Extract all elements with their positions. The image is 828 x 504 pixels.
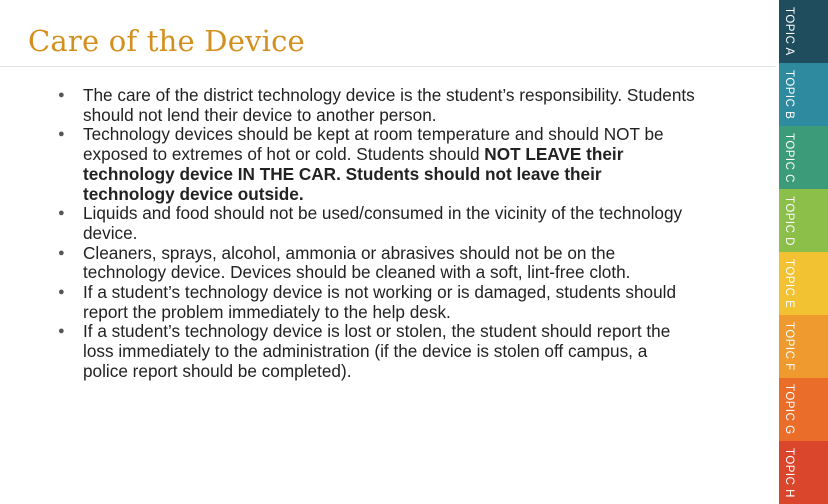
tab-topic-a[interactable] bbox=[779, 0, 828, 63]
list-item-text: Technology devices should be kept at room temperature and should NOT be exposed to extremes of hot or cold. Students should bbox=[83, 124, 664, 165]
tab-label: TOPIC D bbox=[783, 195, 795, 246]
tab-label: TOPIC B bbox=[783, 69, 795, 120]
title-divider bbox=[0, 66, 776, 67]
list-item-text: The care of the district technology device is the student’s responsibility. Students should not lend their device to another person. bbox=[83, 85, 695, 125]
list-item bbox=[56, 86, 696, 125]
list-item-text: Liquids and food should not be used/consumed in the vicinity of the technology device. bbox=[83, 203, 683, 243]
tab-label: TOPIC H bbox=[783, 447, 795, 498]
list-item bbox=[56, 125, 696, 204]
list-item bbox=[56, 322, 696, 381]
tab-label: TOPIC G bbox=[783, 384, 795, 435]
tab-topic-d[interactable] bbox=[779, 189, 828, 252]
tab-topic-f[interactable] bbox=[779, 315, 828, 378]
list-item-text: Cleaners, sprays, alcohol, ammonia or abrasives should not be on the technology device. Devices should be cleaned with a soft, lint-free cloth. bbox=[83, 242, 631, 283]
tab-label: TOPIC F bbox=[783, 322, 795, 371]
list-item-emphasis: NOT LEAVE their technology device IN THE CAR. Students should not leave their technology device outside. bbox=[83, 144, 624, 204]
tab-topic-g[interactable] bbox=[779, 378, 828, 441]
tab-label: TOPIC A bbox=[783, 7, 795, 56]
bullet-icon: ● bbox=[58, 325, 65, 338]
tab-topic-e[interactable] bbox=[779, 252, 828, 315]
care-rules-list bbox=[56, 86, 696, 382]
tab-label: TOPIC E bbox=[783, 258, 795, 309]
tab-topic-h[interactable] bbox=[779, 441, 828, 504]
list-item bbox=[56, 244, 696, 283]
topic-tab-strip bbox=[779, 0, 828, 504]
list-item-text: If a student’s technology device is not working or is damaged, students should report the problem immediately to the help desk. bbox=[83, 282, 677, 322]
list-item-text: If a student’s technology device is lost or stolen, the student should report the loss immediately to the administration (if the device is stolen off campus, a police report should be completed). bbox=[83, 321, 671, 381]
tab-topic-b[interactable] bbox=[779, 63, 828, 126]
bullet-icon: ● bbox=[58, 207, 65, 220]
bullet-icon: ● bbox=[58, 246, 65, 259]
tab-topic-c[interactable] bbox=[779, 126, 828, 189]
list-item bbox=[56, 204, 696, 243]
bullet-icon: ● bbox=[58, 128, 65, 141]
list-item bbox=[56, 283, 696, 322]
bullet-icon: ● bbox=[58, 89, 65, 101]
page-title: Care of the Device bbox=[28, 24, 305, 58]
bullet-icon: ● bbox=[58, 286, 65, 299]
tab-label: TOPIC C bbox=[783, 132, 795, 183]
